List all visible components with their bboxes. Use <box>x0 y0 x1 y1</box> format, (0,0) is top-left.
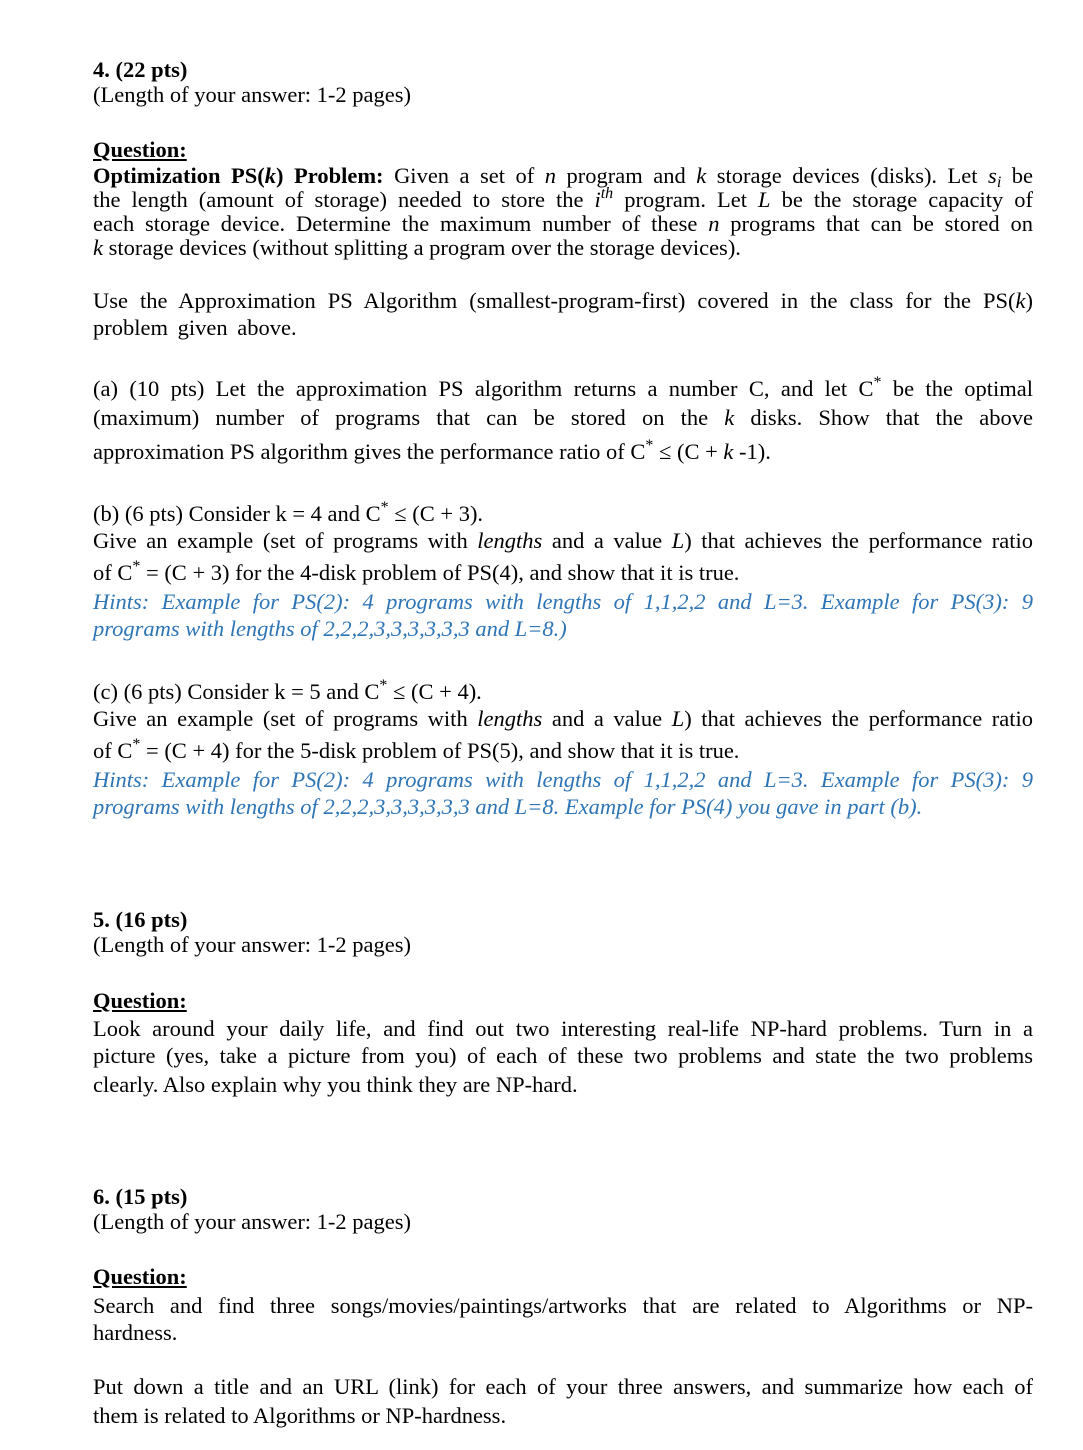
q4b-line-3: of C* = (C + 3) for the 4-disk problem of PS(4), and show that it is true. <box>93 558 740 585</box>
q6-question-label <box>93 1264 1033 1289</box>
q4a-line-2: (maximum) number of programs that can be stored on the k disks. Show that the above <box>93 405 1034 430</box>
q5-line-2: picture (yes, take a picture from you) of each of these two problems and state the two problems <box>93 1043 1033 1068</box>
q4-problem-line-2: the length (amount of storage) needed to store the $i^{th}$ program. Let L be the storage capacity of <box>93 185 1034 212</box>
q4b-line-2: Give an example (set of programs with lengths and a value L) that achieves the performance ratio <box>93 528 1034 553</box>
q5-heading: 5. (16 pts) <box>93 907 188 932</box>
q5-length: (Length of your answer: 1-2 pages) <box>93 932 412 957</box>
q4-problem-line-4: k storage devices (without splitting a program over the storage devices). <box>93 235 741 260</box>
q4c-line-2: Give an example (set of programs with lengths and a value L) that achieves the performance ratio <box>93 706 1034 731</box>
q4-algorithm-line-1: Use the Approximation PS Algorithm (smallest-program-first) covered in the class for the PS(k) <box>93 288 1033 313</box>
q4b-hint-line-1: Hints: Example for PS(2): 4 programs with lengths of 1,1,2,2 and L=3. Example for PS(3): 9 <box>93 589 1033 614</box>
q6-line-2: hardness. <box>93 1320 178 1345</box>
q4-algorithm-line-2: problem given above. <box>93 315 297 340</box>
q4c-hint-line-1: Hints: Example for PS(2): 4 programs with lengths of 1,1,2,2 and L=3. Example for PS(3): 9 <box>93 767 1033 792</box>
question-label: Question: <box>93 988 187 1013</box>
q4b-hint-line-2: programs with lengths of 2,2,2,3,3,3,3,3,3 and L=8.) <box>93 616 567 641</box>
q6-heading: 6. (15 pts) <box>93 1184 188 1209</box>
q5-question-label <box>93 988 1033 1013</box>
question-label: Question: <box>93 1264 187 1289</box>
q4-heading: 4. (22 pts) <box>93 57 188 82</box>
q4-question-label <box>93 137 1033 162</box>
question-label: Question: <box>93 137 187 162</box>
q4c-hint-line-2: programs with lengths of 2,2,2,3,3,3,3,3,3 and L=8. Example for PS(4) you gave in part (b). <box>93 794 923 819</box>
q6-line-1: Search and find three songs/movies/paintings/artworks that are related to Algorithms or NP- <box>93 1293 1033 1318</box>
q4-problem-line-1: Optimization PS(k) Problem: Given a set of n program and k storage devices (disks). Let $s_i$ be <box>93 163 1034 191</box>
q4c-line-3: of C* = (C + 4) for the 5-disk problem of PS(5), and show that it is true. <box>93 736 740 763</box>
q4a-line-1: (a) (10 pts) Let the approximation PS algorithm returns a number C, and let C* be the optimal <box>93 374 1034 401</box>
q4c-line-1: (c) (6 pts) Consider k = 5 and C* ≤ (C + 4). <box>93 677 482 704</box>
q6-line-4: them is related to Algorithms or NP-hardness. <box>93 1403 507 1428</box>
q5-line-3: clearly. Also explain why you think they are NP-hard. <box>93 1072 578 1097</box>
q4-problem-line-3: each storage device. Determine the maximum number of these n programs that can be stored on <box>93 211 1033 236</box>
q6-line-3: Put down a title and an URL (link) for each of your three answers, and summarize how each of <box>93 1374 1033 1399</box>
q5-line-1: Look around your daily life, and find out two interesting real-life NP-hard problems. Turn in a <box>93 1016 1033 1041</box>
q4a-line-3: approximation PS algorithm gives the performance ratio of C* ≤ (C + k -1). <box>93 437 771 464</box>
q4-length: (Length of your answer: 1-2 pages) <box>93 82 412 107</box>
q4b-line-1: (b) (6 pts) Consider k = 4 and C* ≤ (C + 3). <box>93 499 484 526</box>
q6-length: (Length of your answer: 1-2 pages) <box>93 1209 412 1234</box>
